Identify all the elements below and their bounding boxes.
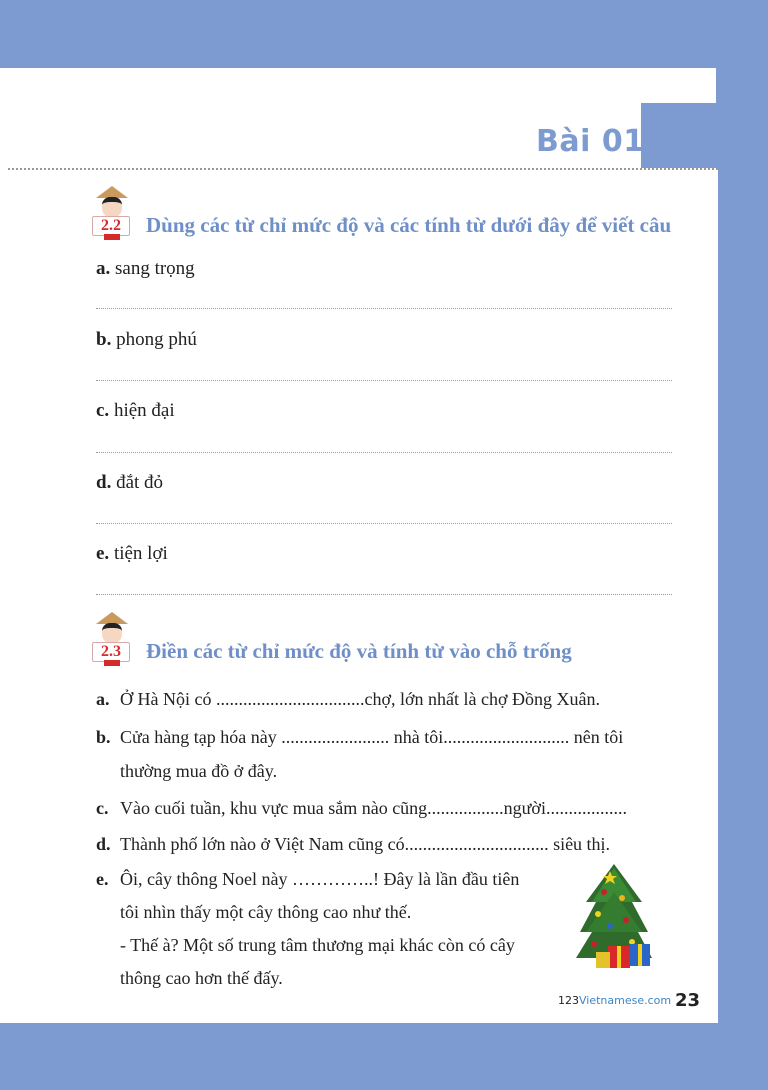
fill-item[interactable]: c. Vào cuối tuần, khu vực mua sắm nào cũng.................người..................	[96, 798, 627, 818]
answer-line[interactable]	[96, 594, 672, 595]
list-item: d. đắt đỏ	[96, 472, 164, 493]
fill-item[interactable]: d. Thành phố lớn nào ở Việt Nam cũng có................................ siêu thị.	[96, 834, 611, 854]
list-item: e. tiện lợi	[96, 543, 168, 564]
lesson-title: Bài 01	[536, 124, 645, 159]
answer-line[interactable]	[96, 380, 672, 381]
frame-corner	[716, 68, 768, 103]
lesson-tab	[641, 103, 768, 168]
section-2-3-header	[92, 612, 572, 668]
fill-item-continued: thông cao hơn thế đấy.	[120, 968, 283, 988]
christmas-tree-icon	[574, 862, 660, 974]
section-2-2-header	[92, 186, 671, 242]
mascot-icon	[92, 612, 132, 668]
header-divider	[8, 168, 718, 170]
frame-right-strip	[718, 168, 768, 1023]
fill-item-continued: tôi nhìn thấy một cây thông cao như thế.	[120, 902, 412, 922]
list-item: a. sang trọng	[96, 258, 195, 279]
section-number: 2.3	[92, 642, 130, 662]
section-title: Dùng các từ chỉ mức độ và các tính từ dưới đây để viết câu	[146, 213, 672, 237]
page-number: 23	[675, 990, 701, 1011]
fill-item[interactable]: e. Ôi, cây thông Noel này …………..! Đây là lần đầu tiên	[96, 869, 520, 889]
answer-line[interactable]	[96, 308, 672, 309]
footer-brand: 123Vietnamese.com	[558, 994, 672, 1007]
answer-line[interactable]	[96, 452, 672, 453]
list-item: b. phong phú	[96, 329, 197, 350]
fill-item[interactable]: b. Cửa hàng tạp hóa này ........................ nhà tôi............................ nên tôi	[96, 727, 624, 747]
fill-item-continued: - Thế à? Một số trung tâm thương mại khác còn có cây	[120, 935, 515, 955]
section-number: 2.2	[92, 216, 130, 236]
fill-item[interactable]: a. Ở Hà Nội có .................................chợ, lớn nhất là chợ Đồng Xuân.	[96, 689, 600, 709]
section-title: Điền các từ chỉ mức độ và tính từ vào chỗ trống	[146, 639, 572, 663]
fill-item-continued: thường mua đồ ở đây.	[120, 761, 278, 781]
answer-line[interactable]	[96, 523, 672, 524]
list-item: c. hiện đại	[96, 400, 175, 421]
mascot-icon	[92, 186, 132, 242]
